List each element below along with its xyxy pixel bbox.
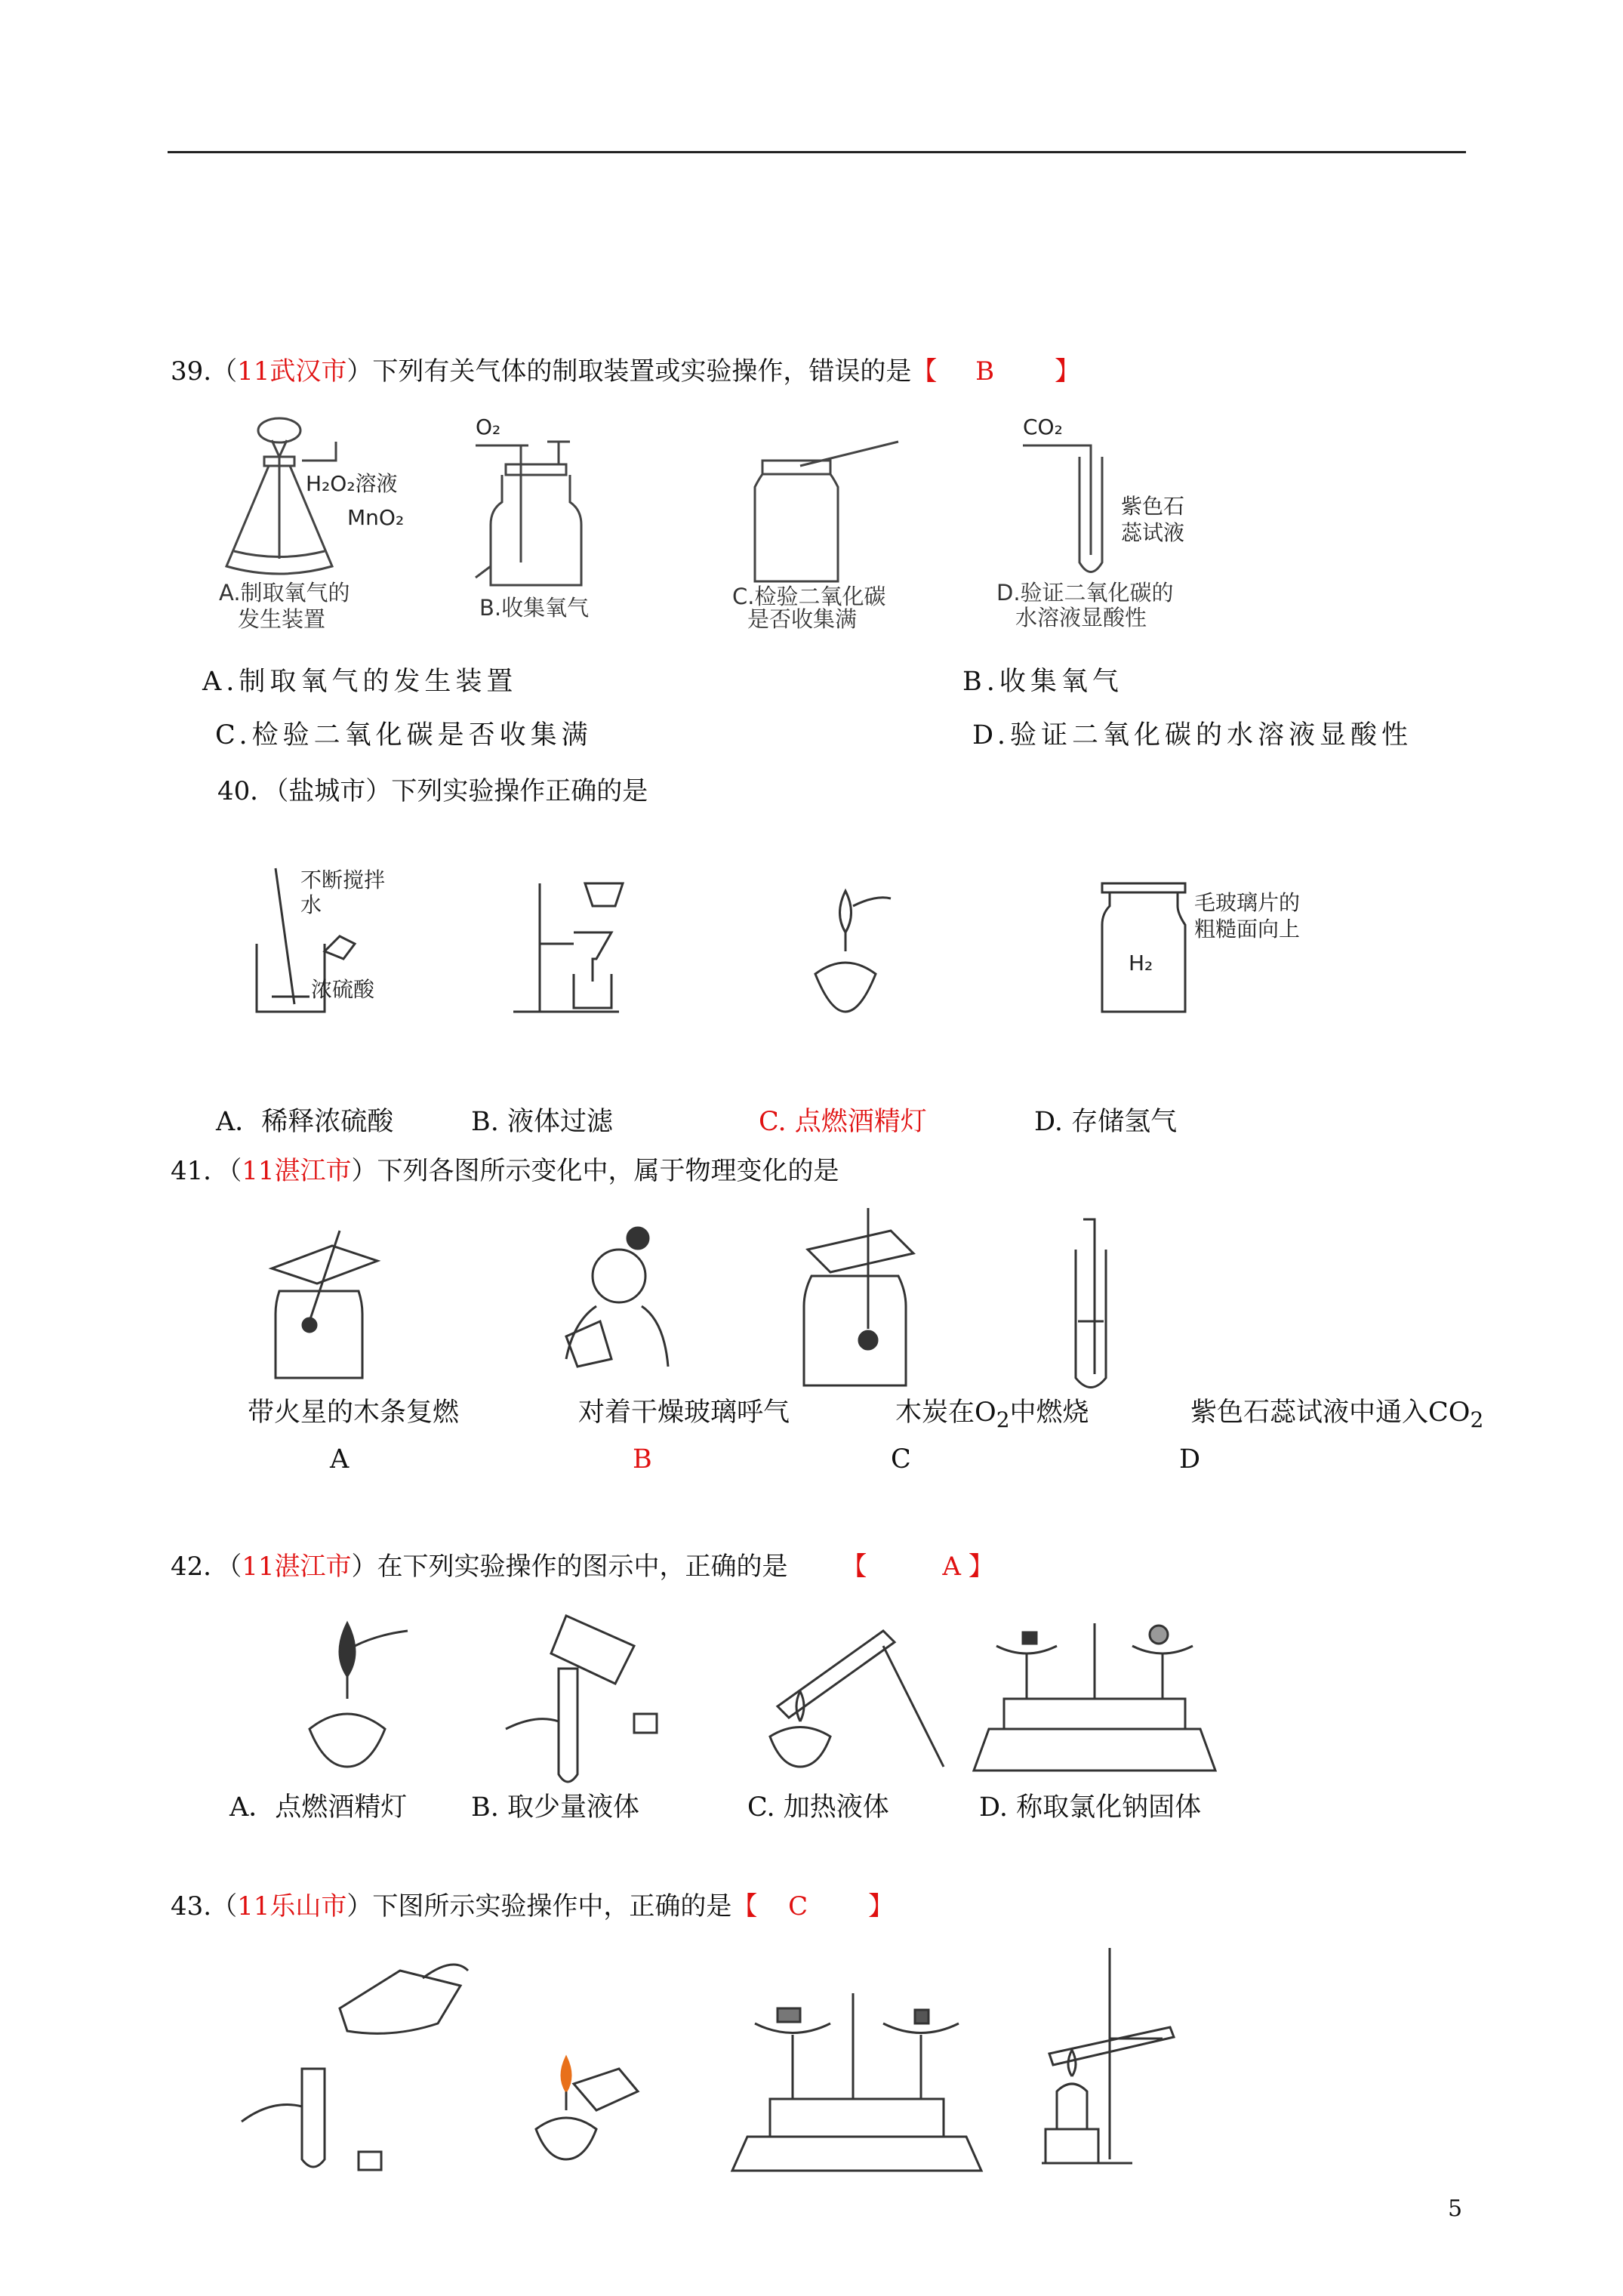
q41-letter-b: B [633, 1444, 652, 1475]
q40-option-c: C. 点燃酒精灯 [759, 1107, 927, 1137]
q39-stem: 39.（11武汉市）下列有关气体的制取装置或实验操作，错误的是【 B 】 [171, 356, 1081, 387]
svg-text:D.验证二氧化碳的: D.验证二氧化碳的 [996, 580, 1174, 606]
q39-option-c: C.检验二氧化碳是否收集满 [215, 720, 593, 750]
svg-text:粗糙面向上: 粗糙面向上 [1194, 917, 1301, 942]
q42-figure [279, 1601, 1261, 1789]
q39-option-b: B.收集氧气 [962, 667, 1123, 697]
q41-figure [257, 1208, 1200, 1389]
svg-text:水: 水 [300, 892, 322, 917]
svg-text:水溶液显酸性: 水溶液显酸性 [1015, 605, 1147, 630]
svg-text:A.制取氧气的: A.制取氧气的 [219, 580, 350, 606]
svg-text:不断搅拌: 不断搅拌 [300, 868, 386, 892]
q43-figure [226, 1940, 1321, 2182]
svg-text:蕊试液: 蕊试液 [1121, 520, 1185, 545]
header-rule [168, 151, 1466, 153]
svg-text:C.检验二氧化碳: C.检验二氧化碳 [732, 584, 886, 609]
q42-option-b: B. 取少量液体 [471, 1792, 639, 1823]
q41-letter-d: D [1179, 1444, 1201, 1475]
q43-stem: 43.（11乐山市）下图所示实验操作中，正确的是【 C 】 [171, 1891, 895, 1922]
svg-text:H₂: H₂ [1129, 951, 1153, 975]
q41-caption-c: 木炭在$O_2$中燃烧 [895, 1398, 1089, 1432]
svg-text:发生装置: 发生装置 [238, 606, 326, 630]
q41-caption-d: 紫色石蕊试液中通入$CO_2$ [1190, 1398, 1484, 1432]
svg-text:毛玻璃片的: 毛玻璃片的 [1194, 890, 1301, 915]
q42-option-c: C. 加热液体 [747, 1792, 889, 1823]
q42-option-d: D. 称取氯化钠固体 [979, 1792, 1202, 1823]
q39-option-a: A.制取氧气的发生装置 [202, 667, 518, 697]
q40-option-b: B. 液体过滤 [471, 1107, 613, 1137]
q42-option-a: A．点燃酒精灯 [229, 1792, 408, 1823]
svg-text:H₂O₂溶液: H₂O₂溶液 [306, 471, 398, 496]
svg-text:B.收集氧气: B.收集氧气 [479, 595, 590, 621]
q41-caption-b: 对着干燥玻璃呼气 [578, 1398, 790, 1428]
q39-option-d: D.验证二氧化碳的水溶液显酸性 [972, 720, 1412, 750]
q39-figure [204, 411, 1261, 630]
q41-caption-a: 带火星的木条复燃 [248, 1398, 460, 1428]
q40-option-d: D. 存储氢气 [1034, 1107, 1178, 1137]
q42-stem: 42．（11湛江市）在下列实验操作的图示中，正确的是 【 A 】 [171, 1552, 994, 1582]
page-number: 5 [1448, 2196, 1463, 2222]
svg-text:MnO₂: MnO₂ [347, 505, 405, 530]
svg-text:紫色石: 紫色石 [1121, 494, 1185, 519]
svg-text:是否收集满: 是否收集满 [747, 606, 858, 630]
q41-stem: 41．（11湛江市）下列各图所示变化中，属于物理变化的是 [171, 1156, 839, 1186]
q41-letter-c: C [891, 1444, 911, 1475]
svg-text:浓硫酸: 浓硫酸 [311, 977, 375, 1002]
svg-text:CO₂: CO₂ [1023, 415, 1063, 439]
svg-text:O₂: O₂ [476, 415, 501, 439]
q40-stem: 40．（盐城市）下列实验操作正确的是 [217, 776, 648, 806]
q41-letter-a: A [330, 1444, 350, 1475]
q40-option-a: A．稀释浓硫酸 [216, 1107, 394, 1137]
q40-figure [242, 861, 1344, 1027]
